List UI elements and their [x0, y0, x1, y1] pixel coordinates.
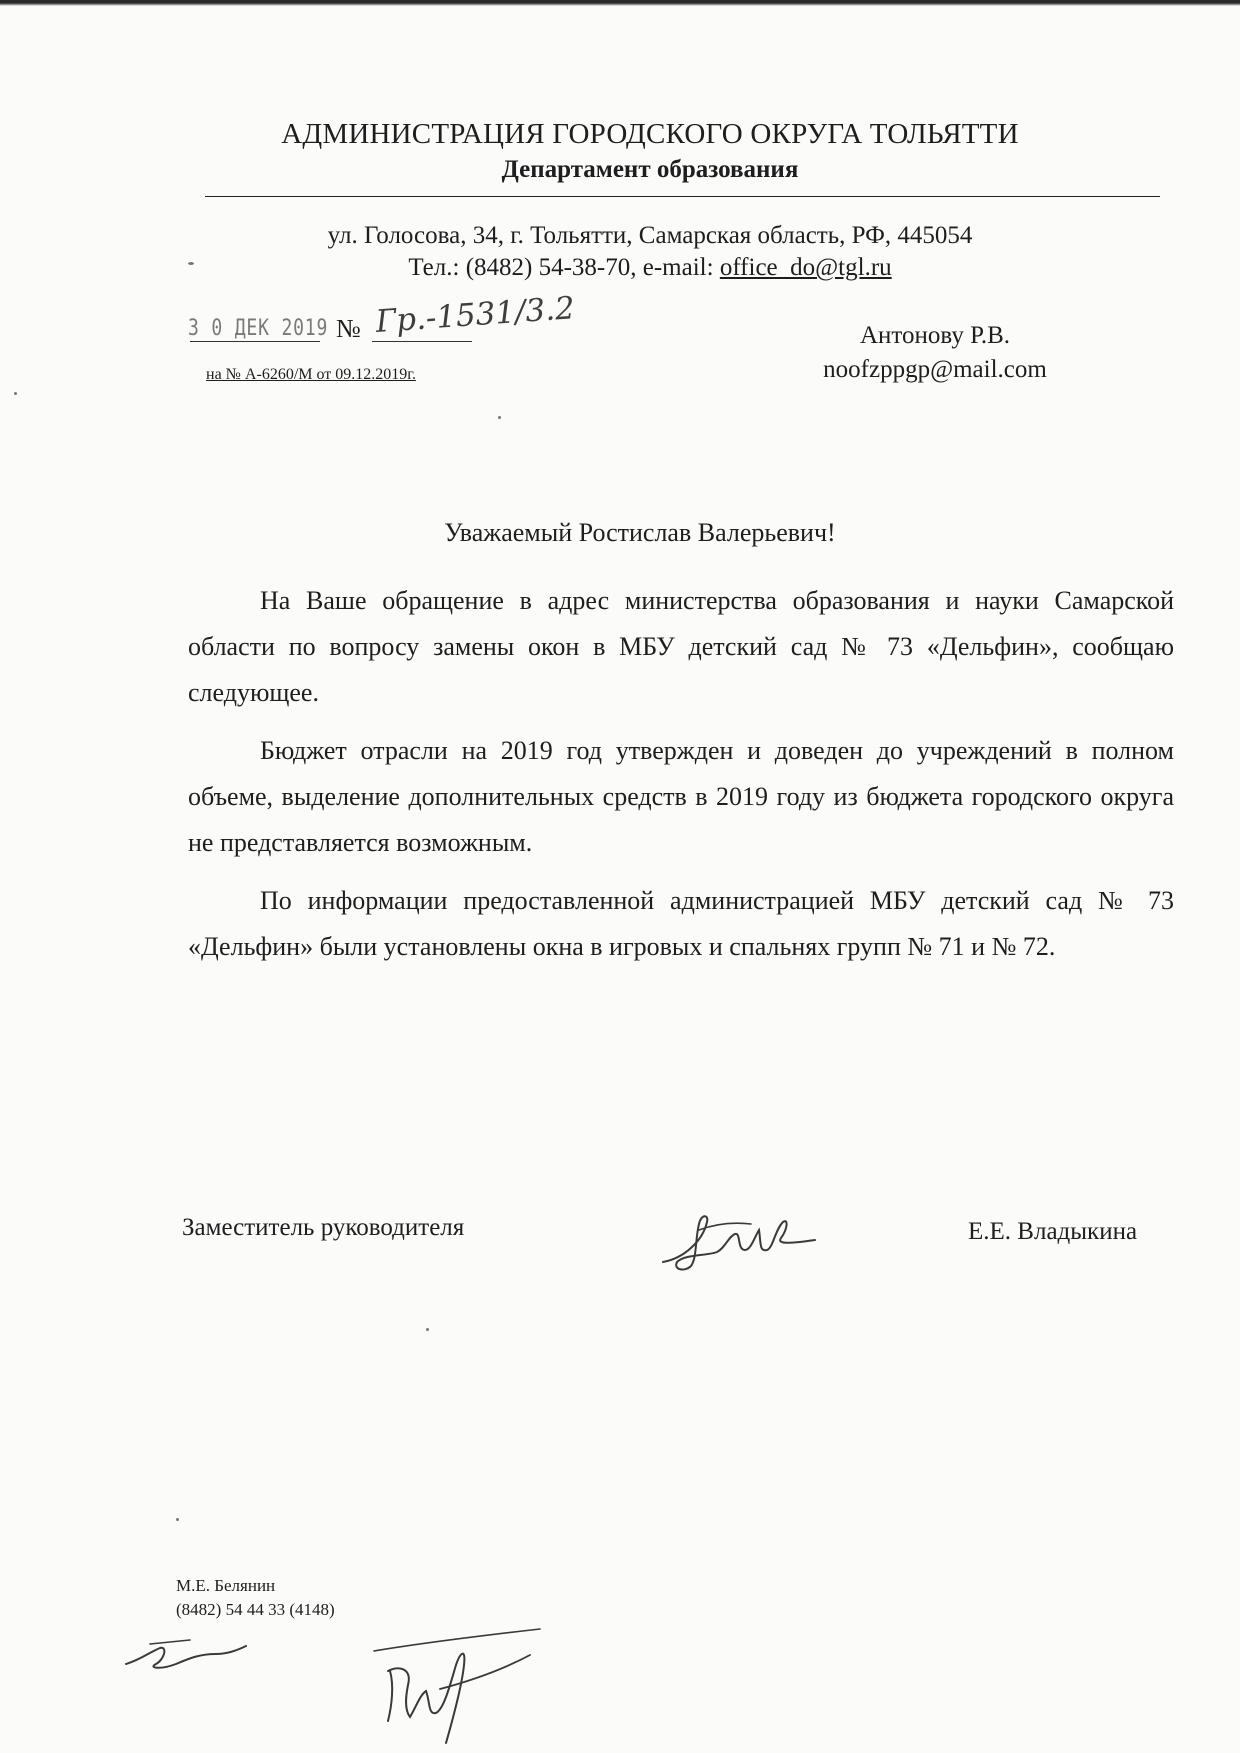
scan-top-edge: [0, 0, 1240, 6]
organization-email-link[interactable]: office_do@tgl.ru: [719, 254, 892, 281]
scan-speck: [14, 392, 17, 395]
signer-position: Заместитель руководителя: [182, 1214, 465, 1241]
number-sign: №: [336, 314, 361, 343]
body-paragraph: На Ваше обращение в адрес министерства образования и науки Самарской области по вопросу замены окон в МБУ детский сад № 73 «Дельфин», сообщаю следующее.: [188, 586, 1174, 707]
date-stamp: 3 0 ДЕК 2019: [188, 316, 329, 341]
organization-contacts: [220, 254, 1080, 282]
scan-speck: [498, 416, 501, 419]
organization-title: АДМИНИСТРАЦИЯ ГОРОДСКОГО ОКРУГА ТОЛЬЯТТИ: [281, 118, 1019, 150]
number-underline: [372, 341, 472, 342]
handwritten-signature: [655, 1200, 825, 1280]
recipient-name: Антонову Р.В.: [859, 322, 1011, 349]
executor-phone: (8482) 54 44 33 (4148): [176, 1600, 335, 1619]
department-title: Департамент образования: [501, 156, 799, 183]
executor-name: М.Е. Белянин: [176, 1576, 276, 1595]
recipient-email: noofzppgp@mail.com: [823, 356, 1047, 383]
reference-line: на № А-6260/М от 09.12.2019г.: [206, 366, 417, 383]
phone-text: Тел.: (8482) 54-38-70, e-mail:: [408, 254, 720, 281]
organization-address: ул. Голосова, 34, г. Тольятти, Самарская область, РФ, 445054: [327, 222, 973, 249]
handwritten-initials: [120, 1630, 250, 1680]
registration-number: Гр.-1531/3.2: [374, 290, 576, 340]
signer-name: Е.Е. Владыкина: [968, 1218, 1138, 1245]
body-paragraph: Бюджет отрасли на 2019 год утвержден и доведен до учреждений в полном объеме, выделение дополнительных средств в 2019 году из бюджета городского округа не представляется возможным.: [188, 736, 1174, 857]
body-paragraph: По информации предоставленной администрацией МБУ детский сад № 73 «Дельфин» были установлены окна в игровых и спальнях групп № 71 и № 72.: [188, 886, 1174, 961]
salutation: Уважаемый Ростислав Валерьевич!: [444, 518, 836, 547]
scan-speck: [426, 1328, 429, 1331]
handwritten-initials: [370, 1625, 545, 1750]
scan-speck: [176, 1518, 179, 1521]
scan-speck: [188, 262, 194, 265]
date-underline: [190, 341, 320, 342]
header-divider: [205, 196, 1160, 197]
